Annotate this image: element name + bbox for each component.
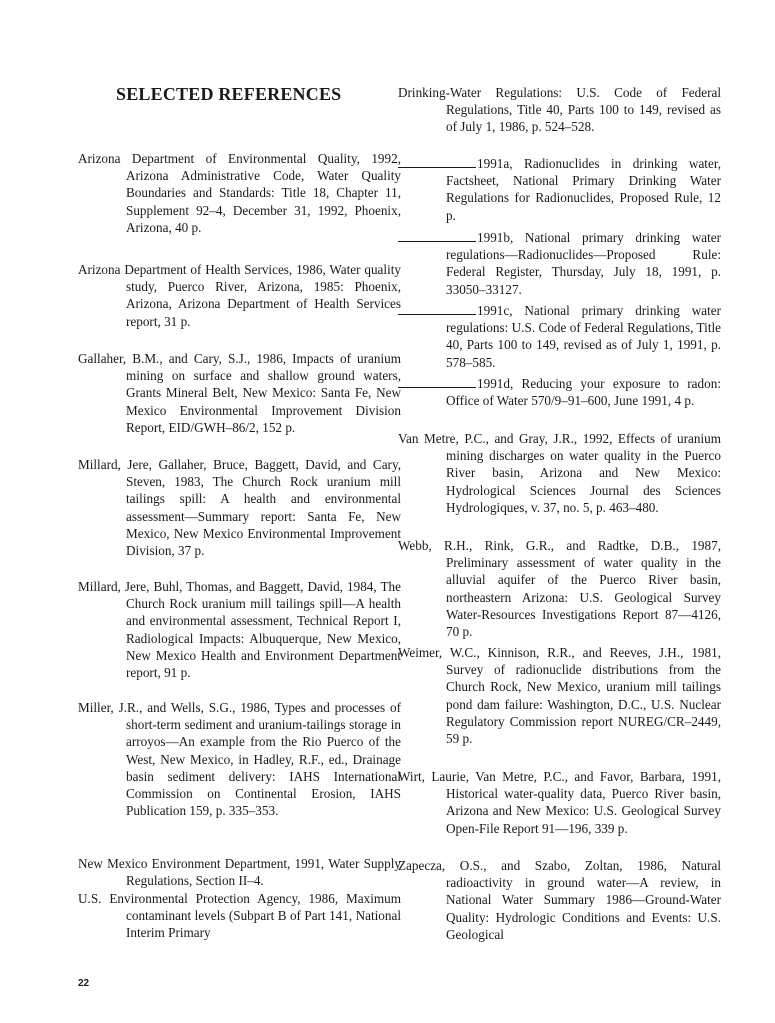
page-number: 22 [78, 978, 90, 989]
reference-entry: Wirt, Laurie, Van Metre, P.C., and Favor, Barbara, 1991, Historical water-quality data, Puerco River basin, Arizona and New Mexico: U.S. Geological Survey Open-File Report 91—196, 339 p. [398, 769, 721, 836]
reference-entry: Weimer, W.C., Kinnison, R.R., and Reeves, J.H., 1981, Survey of radionuclide distributions from the Church Rock, New Mexico, uranium mill tailings pond dam failure: Washington, D.C., U.S. Nuclear Regulatory Commission report NUREG/CR–2449, 59 p. [398, 645, 721, 747]
reference-entry: Miller, J.R., and Wells, S.G., 1986, Types and processes of short-term sediment and uranium-tailings storage in arroyos—An example from the Rio Puerco of the West, New Mexico, in Hadley, R.F., ed., Drainage basin sediment delivery: IAHS International Commission on Continental Erosion, IAHS Publication 159, p. 335–353. [78, 700, 401, 819]
repeat-author-rule [398, 230, 476, 242]
reference-entry: 1991b, National primary drinking water regulations—Radionuclides—Proposed Rule: Federal Register, Thursday, July 18, 1991, p. 33050–33127. [398, 229, 721, 298]
reference-entry: 1991d, Reducing your exposure to radon: Office of Water 570/9–91–600, June 1991, 4 p. [398, 375, 721, 409]
reference-entry-continued: Drinking-Water Regulations: U.S. Code of Federal Regulations, Title 40, Parts 100 to 149, revised as of July 1, 1986, p. 524–528. [398, 85, 721, 135]
reference-entry: Webb, R.H., Rink, G.R., and Radtke, D.B., 1987, Preliminary assessment of water quality in the alluvial aquifer of the Puerco River basin, northeastern Arizona: U.S. Geological Survey Water-Resources Investigations Report 87—4126, 70 p. [398, 538, 721, 640]
reference-entry: Gallaher, B.M., and Cary, S.J., 1986, Impacts of uranium mining on surface and shallow ground waters, Grants Mineral Belt, New Mexico: Santa Fe, New Mexico Environmental Improvement Division Report, EID/GWH–86/2, 152 p. [78, 351, 401, 435]
repeat-author-rule [398, 303, 476, 315]
section-heading: SELECTED REFERENCES [116, 84, 342, 104]
reference-entry: 1991a, Radionuclides in drinking water, Factsheet, National Primary Drinking Water Regulations for Radionuclides, Proposed Rule, 12 p. [398, 155, 721, 224]
repeat-author-rule [398, 376, 476, 388]
reference-entry: Arizona Department of Environmental Quality, 1992, Arizona Administrative Code, Water Quality Boundaries and Standards: Title 18, Chapter 11, Supplement 92–4, December 31, 1992, Phoenix, Arizona, 40 p. [78, 151, 401, 235]
reference-entry: Zapecza, O.S., and Szabo, Zoltan, 1986, Natural radioactivity in ground water—A review, in National Water Summary 1986—Ground-Water Quality: Hydrologic Conditions and Events: U.S. Geological [398, 858, 721, 942]
repeat-author-rule [398, 156, 476, 168]
reference-entry: Millard, Jere, Buhl, Thomas, and Baggett, David, 1984, The Church Rock uranium mill tailings spill—A health and environmental assessment, Technical Report I, Radiological Impacts: Albuquerque, New Mexico, New Mexico Health and Environment Department report, 91 p. [78, 579, 401, 681]
reference-entry: New Mexico Environment Department, 1991, Water Supply Regulations, Section II–4. [78, 856, 401, 889]
reference-entry: U.S. Environmental Protection Agency, 1986, Maximum contaminant levels (Subpart B of Part 141, National Interim Primary [78, 891, 401, 941]
reference-entry: Millard, Jere, Gallaher, Bruce, Baggett, David, and Cary, Steven, 1983, The Church Rock uranium mill tailings spill: A health and environmental assessment—Summary report: Santa Fe, New Mexico, New Mexico Environmental Improvement Division, 37 p. [78, 457, 401, 559]
reference-entry: Van Metre, P.C., and Gray, J.R., 1992, Effects of uranium mining discharges on water quality in the Puerco River basin, Arizona and New Mexico: Hydrological Sciences Journal des Sciences Hydrologiques, v. 37, no. 5, p. 463–480. [398, 431, 721, 515]
reference-entry: Arizona Department of Health Services, 1986, Water quality study, Puerco River, Arizona, 1985: Phoenix, Arizona, Arizona Department of Health Services report, 31 p. [78, 262, 401, 329]
reference-entry: 1991c, National primary drinking water regulations: U.S. Code of Federal Regulations, Title 40, Parts 100 to 149, revised as of July 1, 1991, p. 578–585. [398, 302, 721, 371]
